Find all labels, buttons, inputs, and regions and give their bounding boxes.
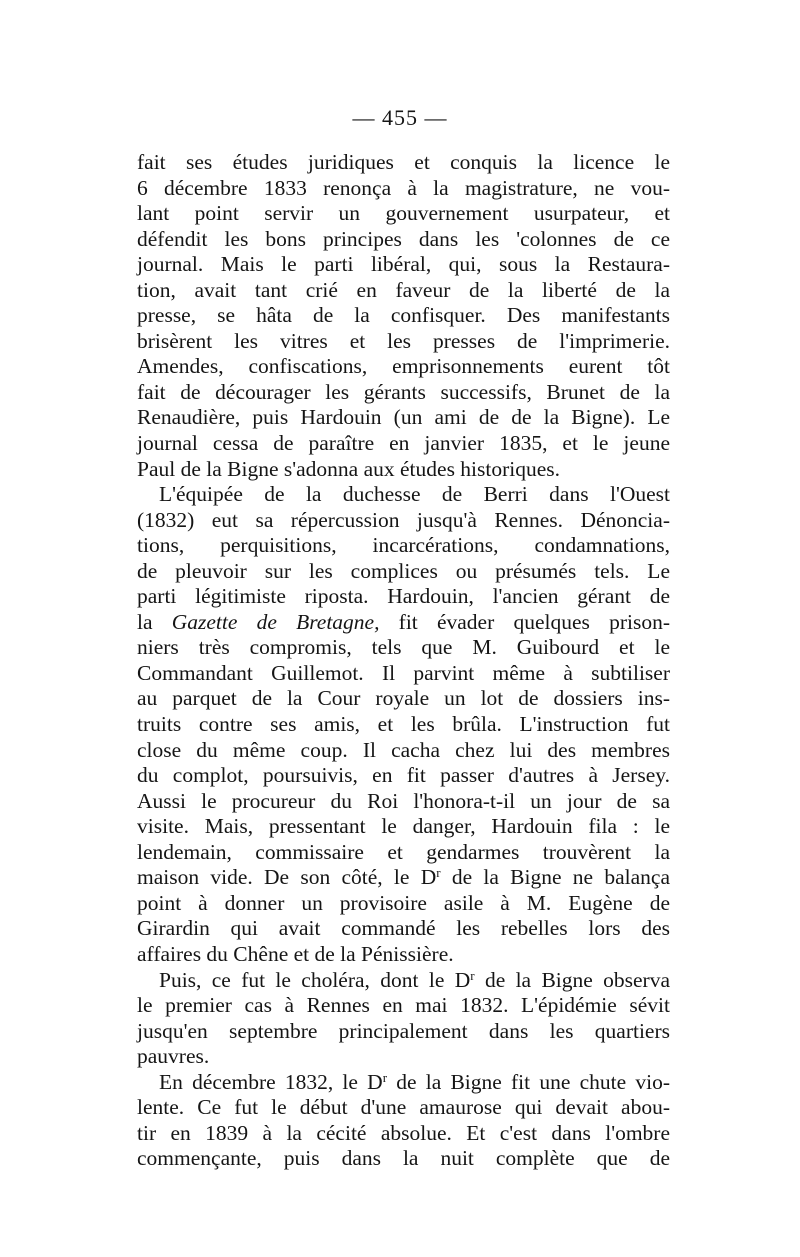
text-line <box>137 1070 670 1096</box>
text-segment: de la Bigne observa <box>474 967 671 992</box>
italic-title: Gazette de Bretagne, <box>171 609 380 634</box>
text-line: Girardin qui avait commandé les rebelles lors des <box>137 916 670 941</box>
text-line: au parquet de la Cour royale un lot de dossiers ins- <box>137 686 670 711</box>
text-line: point à donner un provisoire asile à M. Eugène de <box>137 890 670 915</box>
body-text <box>137 150 670 1172</box>
text-line: visite. Mais, pressentant le danger, Hardouin fila : le <box>137 814 670 839</box>
text-line: commençante, puis dans la nuit complète que de <box>137 1146 670 1171</box>
text-line: lendemain, commissaire et gendarmes trouvèrent la <box>137 839 670 864</box>
text-segment: maison vide. De son côté, le D <box>137 865 437 890</box>
text-line: jusqu'en septembre principalement dans les quartiers <box>137 1018 670 1043</box>
text-line: niers très compromis, tels que M. Guibourd et le <box>137 635 670 660</box>
text-segment: Puis, ce fut le choléra, dont le D <box>159 967 471 992</box>
text-line: tir en 1839 à la cécité absolue. Et c'est dans l'ombre <box>137 1120 670 1145</box>
text-line: pauvres. <box>137 1044 210 1069</box>
text-segment: la <box>137 609 172 634</box>
text-line: affaires du Chêne et de la Pénissière. <box>137 941 454 966</box>
text-line: presse, se hâta de la confisquer. Des manifestants <box>137 303 670 328</box>
text-line: truits contre ses amis, et les brûla. L'instruction fut <box>137 712 670 737</box>
page-number: — 455 — <box>352 105 448 130</box>
text-line: parti légitimiste riposta. Hardouin, l'ancien gérant de <box>137 584 670 609</box>
text-line: lant point servir un gouvernement usurpateur, et <box>137 201 670 226</box>
text-line: Aussi le procureur du Roi l'honora-t-il un jour de sa <box>137 788 670 813</box>
text-line: close du même coup. Il cacha chez lui des membres <box>137 737 670 762</box>
text-line: Amendes, confiscations, emprisonnements eurent tôt <box>137 354 670 379</box>
text-line: journal cessa de paraître en janvier 1835, et le jeune <box>137 431 670 456</box>
text-segment: de la Bigne ne balança <box>440 865 670 890</box>
text-line: du complot, poursuivis, en fit passer d'autres à Jersey. <box>137 763 670 788</box>
text-line: (1832) eut sa répercussion jusqu'à Rennes. Dénoncia- <box>137 507 670 532</box>
text-line: tions, perquisitions, incarcérations, condamnations, <box>137 533 670 558</box>
text-line: de pleuvoir sur les complices ou présumés tels. Le <box>137 558 670 583</box>
text-segment: En décembre 1832, le D <box>159 1069 383 1094</box>
text-line: 6 décembre 1833 renonça à la magistrature, ne vou- <box>137 175 670 200</box>
text-line: Paul de la Bigne s'adonna aux études historiques. <box>137 456 561 481</box>
text-line: Renaudière, puis Hardouin (un ami de de la Bigne). Le <box>137 405 670 430</box>
text-segment: fit évader quelques prison- <box>379 609 670 634</box>
text-line: brisèrent les vitres et les presses de l'imprimerie. <box>137 328 670 353</box>
text-line: journal. Mais le parti libéral, qui, sous la Restaura- <box>137 252 670 277</box>
superscript: r <box>382 1069 388 1085</box>
text-line: fait ses études juridiques et conquis la licence le <box>137 150 670 174</box>
text-line: tion, avait tant crié en faveur de la liberté de la <box>137 277 670 302</box>
text-line <box>137 968 670 994</box>
text-line: défendit les bons principes dans les 'colonnes de ce <box>137 226 670 251</box>
text-line: L'équipée de la duchesse de Berri dans l'Ouest <box>159 482 670 507</box>
text-line <box>137 865 670 891</box>
superscript: r <box>436 865 441 881</box>
text-line <box>137 610 670 636</box>
text-line: Commandant Guillemot. Il parvint même à subtiliser <box>137 660 670 685</box>
superscript: r <box>470 967 475 983</box>
text-line: fait de décourager les gérants successifs, Brunet de la <box>137 379 670 404</box>
text-line: le premier cas à Rennes en mai 1832. L'épidémie sévit <box>137 993 670 1018</box>
text-segment: de la Bigne fit une chute vio- <box>387 1069 670 1094</box>
text-line: lente. Ce fut le début d'une amaurose qui devait abou- <box>137 1095 670 1120</box>
